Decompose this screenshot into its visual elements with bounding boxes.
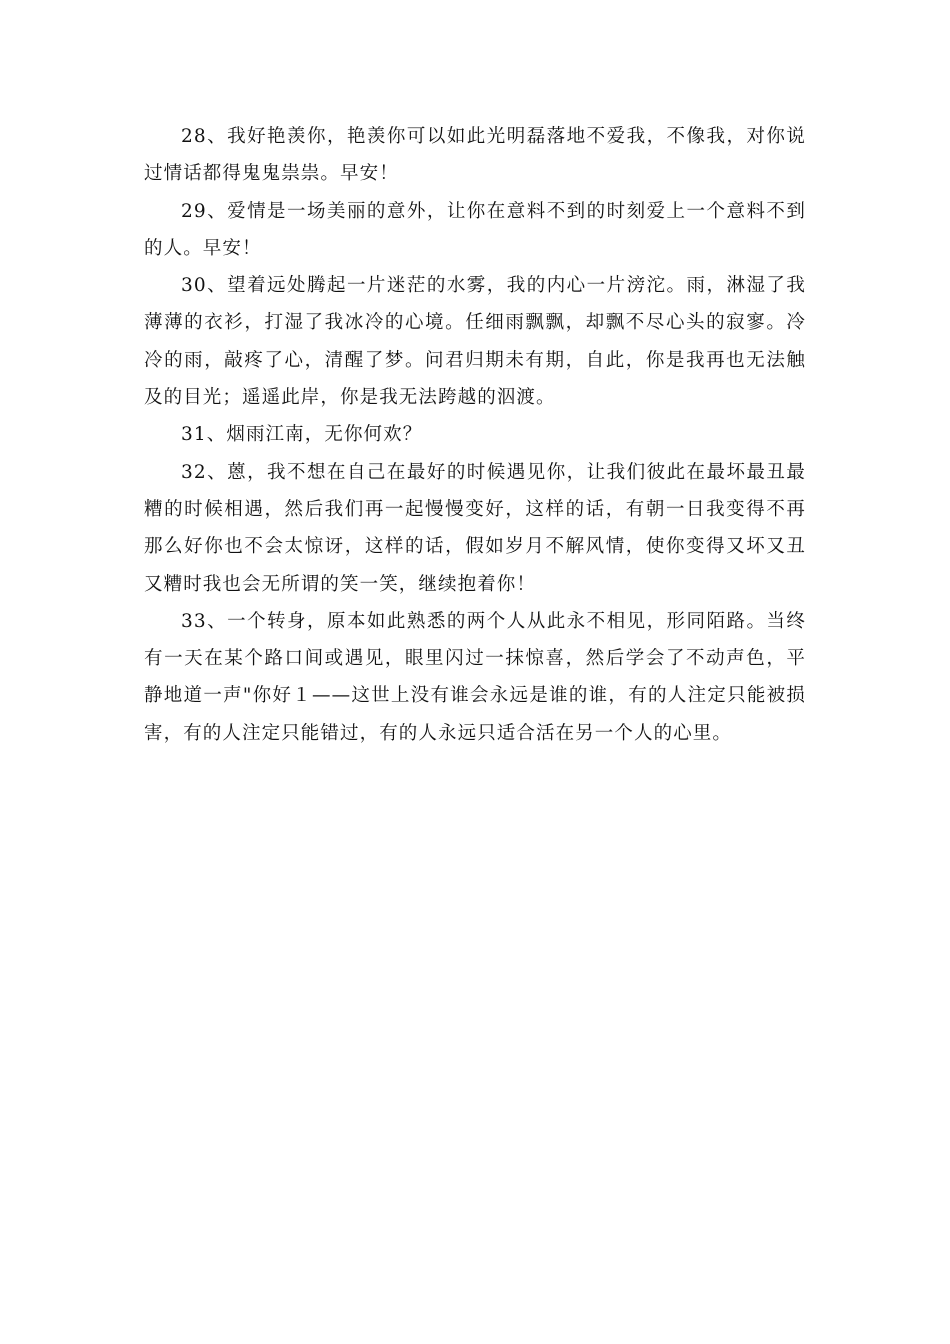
- paragraph-31: 31、烟雨江南，无你何欢？: [181, 424, 423, 446]
- paragraph-30: 30、望着远处腾起一片迷茫的水雾，我的内心一片滂沱。雨，淋湿了我薄薄的衣衫，打湿了我冰冷的心境。任细雨飘飘，却飘不尽心头的寂寥。冷冷的雨，敲疼了心，清醒了梦。问君归期未有期，自此，你是我再也无法触及的目光；遥遥此岸，你是我无法跨越的泅渡。: [144, 275, 806, 409]
- paragraph-28: 28、我好艳羡你，艳羡你可以如此光明磊落地不爱我，不像我，对你说过情话都得鬼鬼祟祟。早安！: [144, 126, 806, 185]
- document-body: [144, 118, 806, 752]
- paragraph-29: 29、爱情是一场美丽的意外，让你在意料不到的时刻爱上一个意料不到的人。早安！: [144, 200, 806, 259]
- paragraph-33: 33、一个转身，原本如此熟悉的两个人从此永不相见，形同陌路。当终有一天在某个路口间或遇见，眼里闪过一抹惊喜，然后学会了不动声色，平静地道一声"你好１——这世上没有谁会永远是谁的谁，有的人注定只能被损害，有的人注定只能错过，有的人永远只适合活在另一个人的心里。: [144, 610, 806, 744]
- paragraph-32: 32、蒽，我不想在自己在最好的时候遇见你，让我们彼此在最坏最丑最糟的时候相遇，然后我们再一起慢慢变好，这样的话，有朝一日我变得不再那么好你也不会太惊讶，这样的话，假如岁月不解风情，使你变得又坏又丑又糟时我也会无所谓的笑一笑，继续抱着你！: [144, 461, 806, 595]
